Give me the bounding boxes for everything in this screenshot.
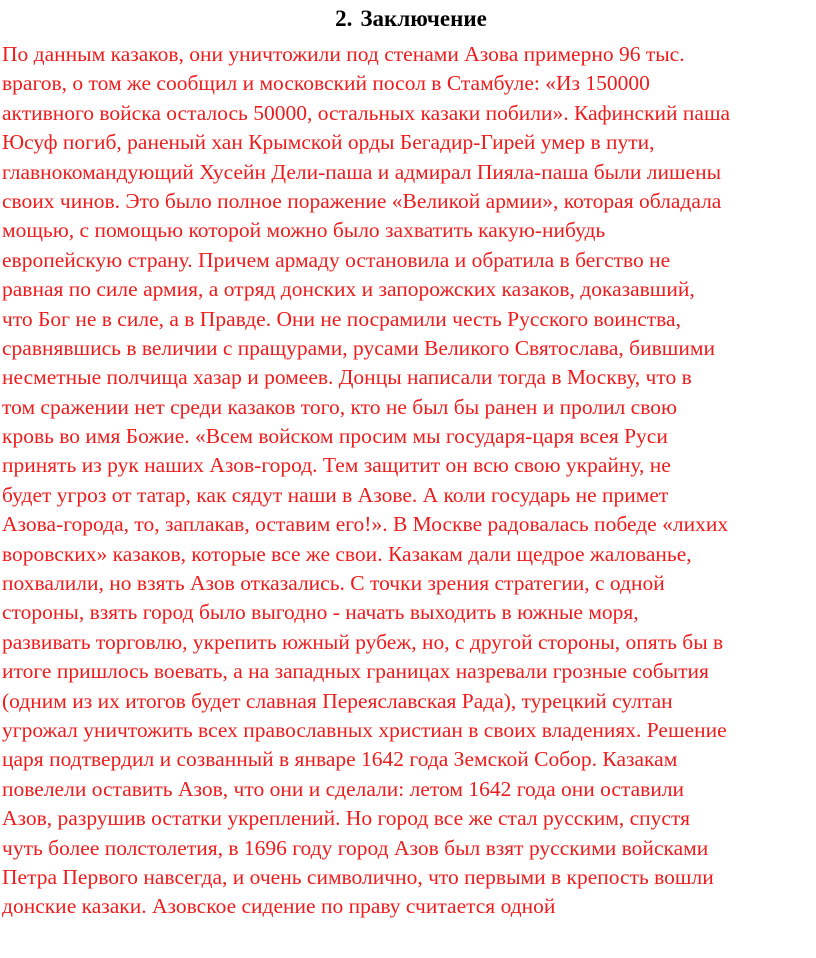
text-line: что Бог не в силе, а в Правде. Они не посрамили честь Русского воинства, — [2, 306, 681, 331]
section-heading — [2, 4, 806, 40]
text-line: итоге пришлось воевать, а на западных границах назревали грозные события — [2, 659, 709, 684]
text-line: несметные полчища хазар и ромеев. Донцы написали тогда в Москву, что в — [2, 365, 692, 390]
text-line: Петра Первого навсегда, и очень символично, что первыми в крепость вошли — [2, 864, 714, 889]
text-line: повелели оставить Азов, что они и сделали: летом 1642 года они оставили — [2, 776, 685, 801]
text-line: том сражении нет среди казаков того, кто не был бы ранен и пролил свою — [2, 394, 678, 419]
text-line: похвалили, но взять Азов отказались. С точки зрения стратегии, с одной — [2, 571, 665, 596]
text-line: мощью, с помощью которой можно было захватить какую-нибудь — [2, 218, 606, 243]
text-line: Азова-города, то, заплакав, оставим его!». В Москве радовалась победе «лихих — [2, 512, 729, 537]
text-line: европейскую страну. Причем армаду остановила и обратила в бегство не — [2, 247, 671, 272]
text-line: угрожал уничтожить всех православных христиан в своих владениях. Решение — [2, 717, 727, 742]
text-line: царя подтвердил и созванный в январе 1642 года Земской Собор. Казакам — [2, 747, 678, 772]
text-line: будет угроз от татар, как сядут наши в Азове. А коли государь не примет — [2, 482, 669, 507]
text-line: стороны, взять город было выгодно - начать выходить в южные моря, — [2, 600, 639, 625]
section-title: Заключение — [360, 6, 487, 31]
text-line: главнокомандующий Хусейн Дели-паша и адмирал Пияла-паша были лишены — [2, 159, 722, 184]
body-text — [2, 40, 806, 922]
text-line: чуть более полстолетия, в 1696 году город Азов был взят русскими войсками — [2, 835, 709, 860]
text-line: принять из рук наших Азов-город. Тем защитит он всю свою украйну, не — [2, 453, 671, 478]
text-line: По данным казаков, они уничтожили под стенами Азова примерно 96 тыс. — [2, 42, 685, 66]
text-line: Юсуф погиб, раненый хан Крымской орды Бегадир-Гирей умер в пути, — [2, 130, 655, 155]
section-number: 2. — [335, 6, 353, 31]
text-line: равная по силе армия, а отряд донских и запорожских казаков, доказавший, — [2, 277, 695, 302]
text-line: сравнявшись в величии с пращурами, русами Великого Святослава, бившими — [2, 335, 715, 360]
text-line: своих чинов. Это было полное поражение «Великой армии», которая обладала — [2, 188, 722, 213]
text-line: (одним из их итогов будет славная Переяславская Рада), турецкий султан — [2, 688, 673, 713]
text-line: воровских» казаков, которые все же свои. Казакам дали щедрое жалованье, — [2, 541, 692, 566]
text-line: Азов, разрушив остатки укреплений. Но город все же стал русским, спустя — [2, 806, 690, 831]
text-line: кровь во имя Божие. «Всем войском просим мы государя-царя всея Руси — [2, 424, 668, 449]
text-line: активного войска осталось 50000, остальных казаки побили». Кафинский паша — [2, 100, 731, 125]
text-line: развивать торговлю, укрепить южный рубеж, но, с другой стороны, опять бы в — [2, 629, 724, 654]
text-line: донские казаки. Азовское сидение по праву считается одной — [2, 894, 556, 919]
text-line: врагов, о том же сообщил и московский посол в Стамбуле: «Из 150000 — [2, 71, 650, 96]
